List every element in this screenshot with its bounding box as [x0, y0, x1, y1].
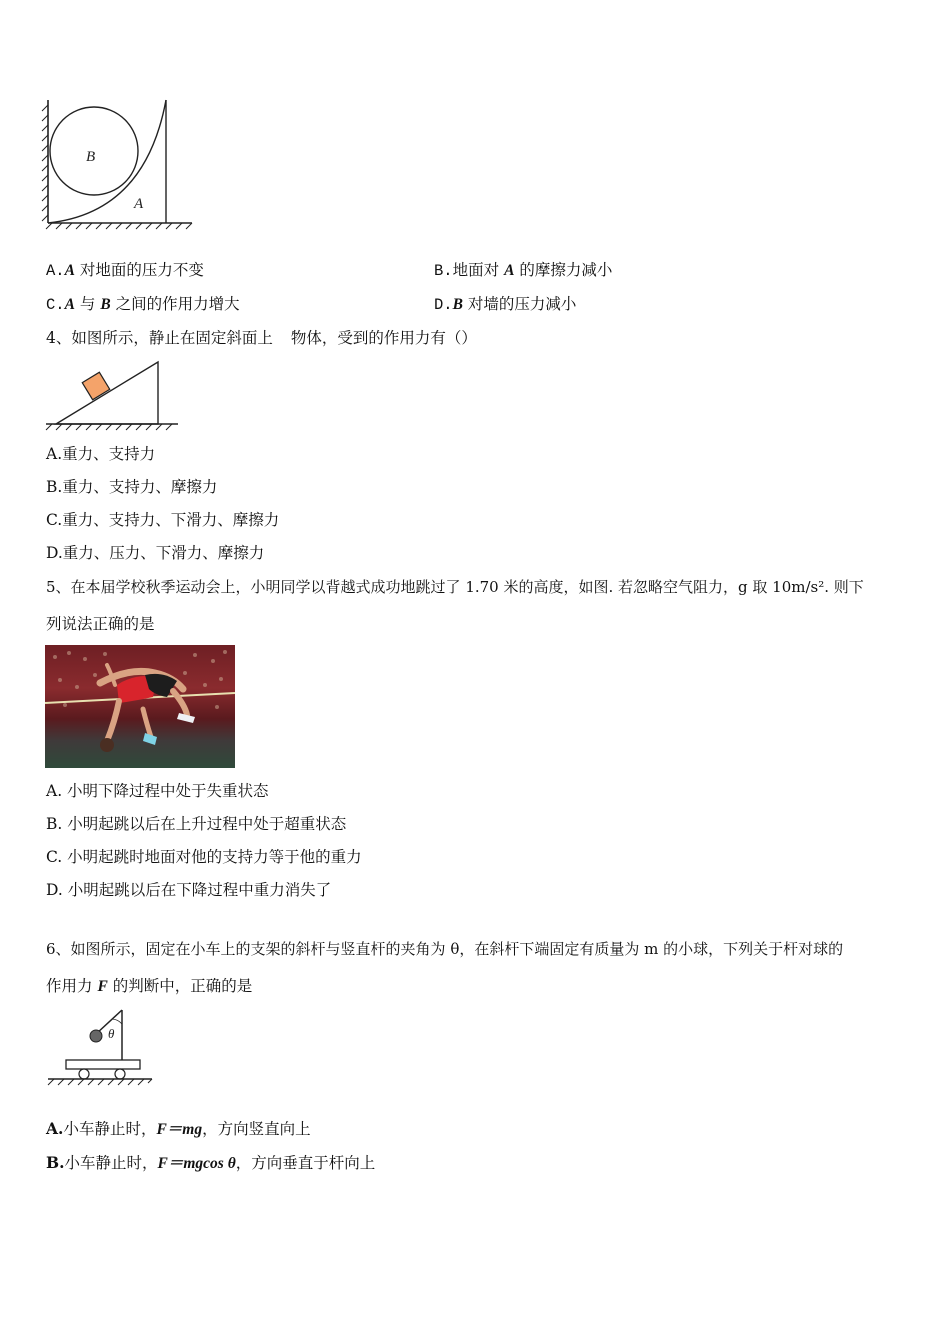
high-jump-photo: [45, 645, 235, 768]
q6-theta-label: θ: [108, 1026, 115, 1041]
q4-option-a: A.重力、支持力: [46, 445, 156, 463]
q4-stem: 4、如图所示，静止在固定斜面上 物体，受到的作用力有（）: [46, 329, 477, 347]
q3-figure: [40, 95, 200, 235]
q4-figure: [44, 358, 184, 433]
q4-option-d: D.重力、压力、下滑力、摩擦力: [46, 544, 265, 562]
q5-option-c: C. 小明起跳时地面对他的支持力等于他的重力: [46, 848, 362, 866]
q3-option-a: A.A 对地面的压力不变: [46, 261, 204, 280]
q5-option-a: A. 小明下降过程中处于失重状态: [46, 782, 269, 800]
q4-option-b: B.重力、支持力、摩擦力: [46, 478, 218, 496]
q6-figure: [46, 1006, 156, 1090]
q3-option-d: D.B 对墙的压力减小: [434, 295, 577, 314]
q5-stem-line2: 列说法正确的是: [46, 615, 155, 633]
q6-stem-line1: 6、如图所示，固定在小车上的支架的斜杆与竖直杆的夹角为 θ，在斜杆下端固定有质量为 m 的小球，下列关于杆对球的: [46, 940, 844, 958]
q3-label-a: A: [134, 196, 144, 212]
q3-option-b: B.地面对 A 的摩擦力减小: [434, 261, 613, 280]
q5-option-b: B. 小明起跳以后在上升过程中处于超重状态: [46, 815, 347, 833]
q6-option-a: A.小车静止时，F＝mg，方向竖直向上: [46, 1119, 311, 1138]
q6-option-b: B.小车静止时，F＝mgcos θ，方向垂直于杆向上: [46, 1153, 376, 1172]
cart-wheel-left: [79, 1069, 89, 1079]
cart-body: [66, 1060, 140, 1069]
q3-label-b: B: [86, 149, 96, 165]
q5-stem-line1: 5、在本届学校秋季运动会上，小明同学以背越式成功地跳过了 1.70 米的高度，如图. 若忽略空气阻力，g 取 10m/s². 则下: [46, 578, 864, 596]
q6-stem-line2: 作用力 F 的判断中，正确的是: [46, 977, 253, 995]
q4-option-c: C.重力、支持力、下滑力、摩擦力: [46, 511, 280, 529]
q3-option-c: C.A 与 B 之间的作用力增大: [46, 295, 240, 314]
q5-option-d: D. 小明起跳以后在下降过程中重力消失了: [46, 881, 332, 899]
cart-wheel-right: [115, 1069, 125, 1079]
